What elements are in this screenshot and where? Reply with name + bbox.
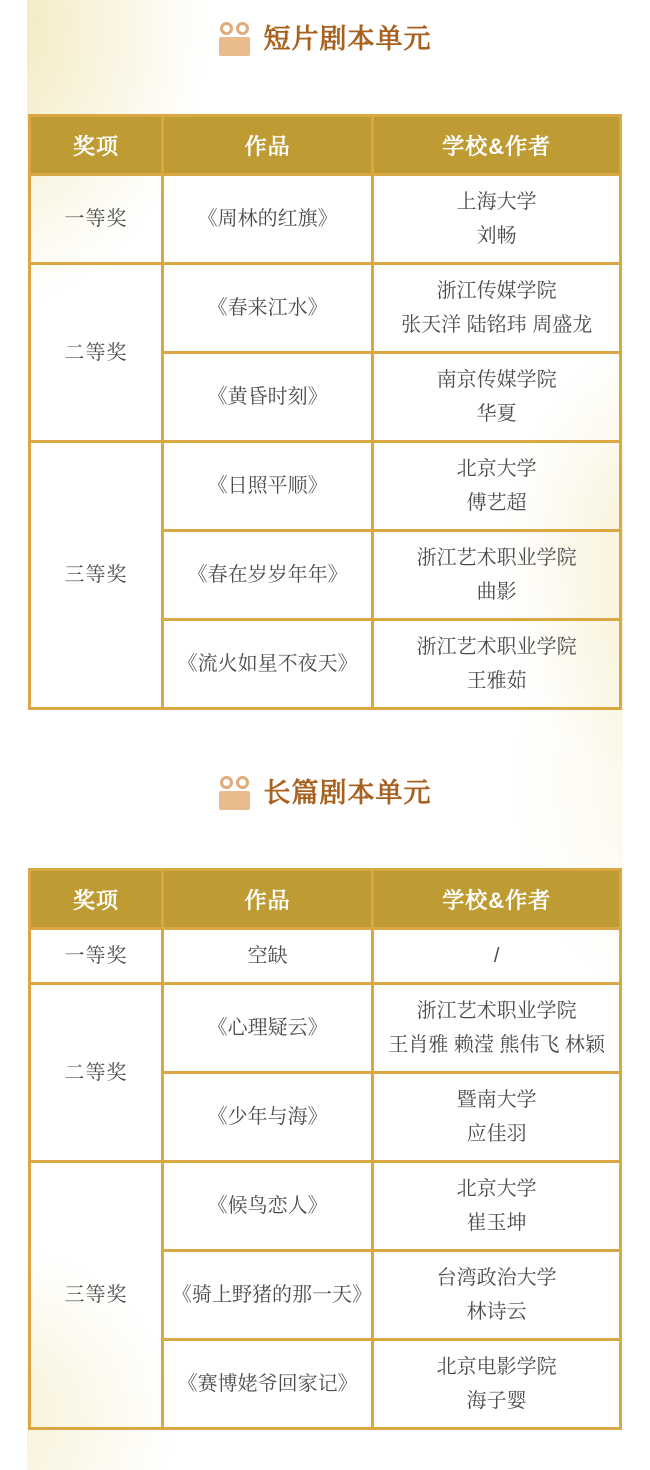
table-row: [30, 984, 621, 1073]
awards-table: [28, 868, 622, 1430]
table-body: [30, 929, 621, 1429]
author-name: 崔玉坤: [466, 1212, 527, 1234]
school-author-cell: [373, 984, 621, 1073]
film-reel-right-icon: [236, 22, 249, 35]
work-cell: 《日照平顺》: [162, 442, 372, 531]
author-name: 华夏: [476, 403, 517, 425]
school-name: 浙江艺术职业学院: [416, 547, 577, 569]
school-name: 北京大学: [456, 458, 537, 480]
work-cell: 《心理疑云》: [162, 984, 372, 1073]
author-name: 王雅茹: [466, 670, 527, 692]
film-reel-left-icon: [220, 22, 233, 35]
awards-table: [28, 114, 622, 710]
school-author-cell: [373, 1162, 621, 1251]
column-header-award: 奖项: [30, 870, 163, 929]
school-author-cell: [373, 264, 621, 353]
award-cell: 二等奖: [30, 984, 163, 1162]
camera-body: [219, 791, 250, 810]
section-title-text: 长篇剧本单元: [263, 778, 432, 808]
film-camera-icon: [219, 22, 250, 56]
table-header-row: [30, 870, 621, 929]
article-content: [27, 0, 623, 1470]
column-header-work: 作品: [162, 116, 372, 175]
author-name: 张天洋 陆铭玮 周盛龙: [401, 314, 593, 336]
school-author-cell: [373, 1251, 621, 1340]
table-row: [30, 264, 621, 353]
work-cell: 《春在岁岁年年》: [162, 531, 372, 620]
school-name: 台湾政治大学: [436, 1267, 557, 1289]
section-title-text: 短片剧本单元: [263, 24, 432, 54]
award-cell: 一等奖: [30, 175, 163, 264]
school-author-cell: [373, 620, 621, 709]
work-cell: 《赛博姥爷回家记》: [162, 1340, 372, 1429]
author-name: 曲影: [476, 581, 517, 603]
school-author-cell: [373, 175, 621, 264]
table-row: [30, 175, 621, 264]
table-row: [30, 929, 621, 984]
school-name: 南京传媒学院: [436, 369, 557, 391]
section-title: [28, 20, 622, 58]
school-author-cell: [373, 1073, 621, 1162]
author-name: 海子婴: [466, 1390, 527, 1412]
film-reel-left-icon: [220, 776, 233, 789]
work-cell: 《黄昏时刻》: [162, 353, 372, 442]
work-cell: 《少年与海》: [162, 1073, 372, 1162]
work-cell: 《周林的红旗》: [162, 175, 372, 264]
author-name: 傅艺超: [466, 492, 527, 514]
school-name: /: [493, 945, 500, 967]
award-section: [28, 774, 622, 1430]
author-name: 王肖雅 赖滢 熊伟飞 林颖: [388, 1034, 606, 1056]
table-row: [30, 442, 621, 531]
school-author-cell: [373, 531, 621, 620]
school-author-cell: [373, 442, 621, 531]
school-author-cell: [373, 1340, 621, 1429]
work-cell: 空缺: [162, 929, 372, 984]
table-body: [30, 175, 621, 709]
award-cell: 三等奖: [30, 1162, 163, 1429]
school-name: 浙江艺术职业学院: [416, 1000, 577, 1022]
school-author-cell: [373, 929, 621, 984]
work-cell: 《流火如星不夜天》: [162, 620, 372, 709]
section-title: [28, 774, 622, 812]
award-cell: 二等奖: [30, 264, 163, 442]
award-cell: 三等奖: [30, 442, 163, 709]
school-name: 暨南大学: [456, 1089, 537, 1111]
film-reel-right-icon: [236, 776, 249, 789]
award-section: [28, 20, 622, 710]
school-name: 北京电影学院: [436, 1356, 557, 1378]
work-cell: 《骑上野猪的那一天》: [162, 1251, 372, 1340]
camera-body: [219, 37, 250, 56]
school-author-cell: [373, 353, 621, 442]
author-name: 林诗云: [466, 1301, 527, 1323]
school-name: 上海大学: [456, 191, 537, 213]
table-header-row: [30, 116, 621, 175]
school-name: 北京大学: [456, 1178, 537, 1200]
school-name: 浙江艺术职业学院: [416, 636, 577, 658]
sections-root: [28, 20, 622, 1430]
column-header-school-author: 学校&作者: [373, 116, 621, 175]
author-name: 应佳羽: [466, 1123, 527, 1145]
award-cell: 一等奖: [30, 929, 163, 984]
film-camera-icon: [219, 776, 250, 810]
table-row: [30, 1162, 621, 1251]
author-name: 刘畅: [476, 225, 517, 247]
column-header-school-author: 学校&作者: [373, 870, 621, 929]
work-cell: 《候鸟恋人》: [162, 1162, 372, 1251]
column-header-award: 奖项: [30, 116, 163, 175]
column-header-work: 作品: [162, 870, 372, 929]
school-name: 浙江传媒学院: [436, 280, 557, 302]
work-cell: 《春来江水》: [162, 264, 372, 353]
